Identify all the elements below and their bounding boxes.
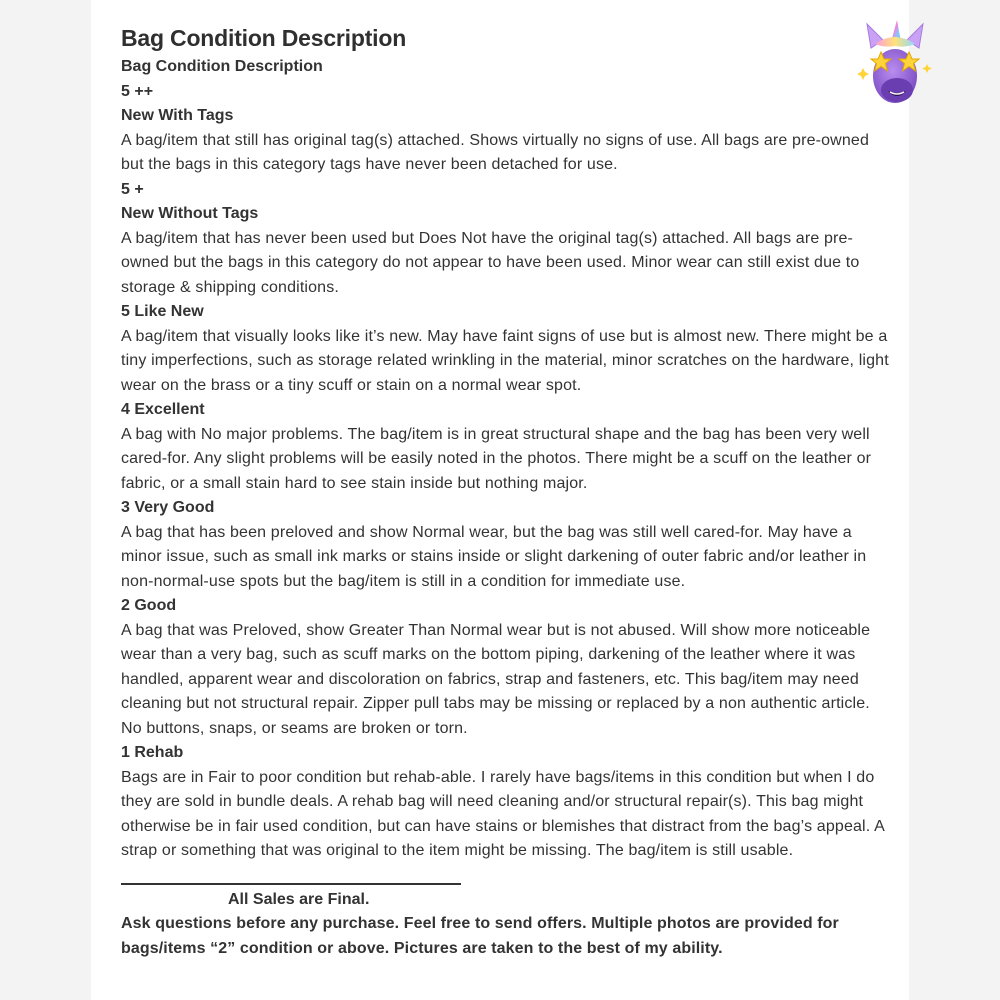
document-page (91, 0, 909, 1000)
document-content (121, 22, 891, 961)
grade-section-5-plus-plus (121, 80, 891, 178)
grade-description: A bag/item that still has original tag(s) attached. Shows virtually no signs of use. All bags are pre-owned but the bags in this category tags have never been detached for use. (121, 131, 869, 173)
purchase-notice: Ask questions before any purchase. Feel free to send offers. Multiple photos are provided for bags/items “2” condition or above. Pictures are taken to the best of my ability. (121, 915, 839, 957)
grade-section-2-good (121, 594, 891, 741)
grade-score: 5 + (121, 180, 144, 198)
grade-description: Bags are in Fair to poor condition but rehab-able. I rarely have bags/items in this condition but when I do they are sold in bundle deals. A rehab bag will need cleaning and/or structural repair(s). This bag might otherwise be in fair used condition, but can have stains or blemishes that distract from the bag’s appeal. A strap or something that was original to the item might be missing. The bag/item is still usable. (121, 768, 885, 859)
grade-label: 5 Like New (121, 303, 204, 320)
grade-label: New Without Tags (121, 205, 259, 222)
grade-label: 1 Rehab (121, 744, 184, 761)
grade-section-5-like-new (121, 300, 891, 398)
grade-section-5-plus (121, 178, 891, 301)
grade-description: A bag/item that has never been used but Does Not have the original tag(s) attached. All bags are pre-owned but the bags in this category do not appear to have been used. Minor wear can still exist due to storage & shipping conditions. (121, 229, 860, 296)
grade-section-1-rehab (121, 741, 891, 864)
grade-section-3-very-good (121, 496, 891, 594)
grade-label: 4 Excellent (121, 401, 205, 418)
grade-label: 3 Very Good (121, 499, 215, 516)
page-title: Bag Condition Description (121, 25, 407, 51)
unicorn-starstruck-emoji-icon (857, 18, 933, 110)
page-subtitle: Bag Condition Description (121, 58, 323, 75)
grade-description: A bag/item that visually looks like it’s new. May have faint signs of use but is almost new. There might be a tiny imperfections, such as storage related wrinkling in the material, minor scratches on the hardware, light wear on the brass or a tiny scuff or stain on a normal wear spot. (121, 327, 889, 394)
grade-label: New With Tags (121, 107, 234, 124)
divider-line (121, 883, 461, 885)
grade-section-4-excellent (121, 398, 891, 496)
grade-description: A bag that has been preloved and show Normal wear, but the bag was still well cared-for. May have a minor issue, such as small ink marks or stains inside or slight darkening of outer fabric and/or leather in non-normal-use spots but the bag/item is still in a condition for immediate use. (121, 523, 867, 590)
grade-label: 2 Good (121, 597, 177, 614)
grade-score: 5 ++ (121, 82, 154, 100)
grade-description: A bag that was Preloved, show Greater Than Normal wear but is not abused. Will show more noticeable wear than a very bag, such as scuff marks on the bottom piping, darkening of the leather where it was handled, apparent wear and discoloration on fabrics, strap and fasteners, etc. This bag/item may need cleaning but not structural repair. Zipper pull tabs may be missing or replaced by a non authentic article. No buttons, snaps, or seams are broken or torn. (121, 621, 871, 737)
all-sales-final-note: All Sales are Final. (228, 890, 370, 908)
grade-description: A bag with No major problems. The bag/item is in great structural shape and the bag has been very well cared-for. Any slight problems will be easily noted in the photos. There might be a scuff on the leather or fabric, or a small stain hard to see stain inside but nothing major. (121, 425, 872, 492)
